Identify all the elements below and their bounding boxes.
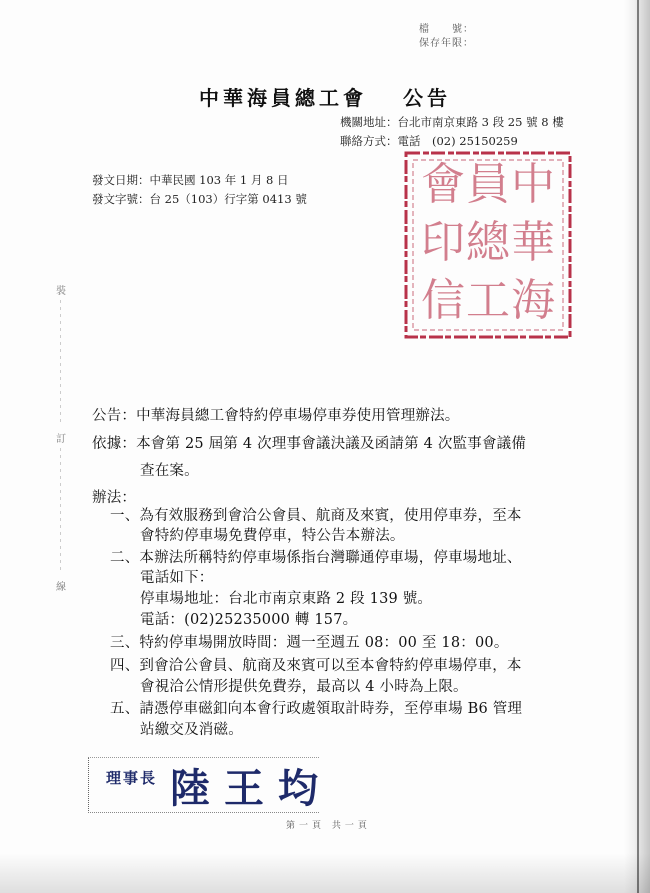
- page-number: 第一頁 共一頁: [286, 821, 371, 831]
- item-4-line-2: 會視洽公情形提供免費券，最高以 4 小時為上限。: [140, 679, 468, 695]
- seal-glyph: 海: [511, 275, 555, 326]
- item-2-line-3: 停車場地址：台北市南京東路 2 段 139 號。: [140, 591, 433, 607]
- binding-dash-1: [60, 300, 61, 422]
- item-2-line-1: 二、本辦法所稱特約停車場係指台灣聯通停車場，停車場地址、: [110, 550, 522, 566]
- seal-glyph: 員: [466, 159, 510, 210]
- item-1-line-2: 會特約停車場免費停車，特公告本辦法。: [140, 528, 405, 544]
- page-title: [0, 82, 650, 111]
- binding-dash-2: [60, 448, 61, 570]
- item-2-line-4: 電話：(02)25235000 轉 157。: [140, 612, 358, 628]
- org-address: 機關地址：台北市南京東路 3 段 25 號 8 樓: [340, 115, 564, 129]
- seal-glyph: 華: [511, 217, 555, 268]
- org-contact: 聯絡方式：電話 (02) 25150259: [340, 134, 518, 148]
- seal-glyph: 印: [421, 217, 465, 268]
- issue-date: 發文日期：中華民國 103 年 1 月 8 日: [92, 173, 289, 187]
- seal-glyph: 工: [466, 275, 510, 326]
- binding-mark-1: 裝: [56, 286, 66, 297]
- scan-bottom-shadow: [0, 853, 650, 893]
- item-5-line-2: 站繳交及消磁。: [140, 722, 243, 738]
- announce-line: 公告：中華海員總工會特約停車場停車券使用管理辦法。: [92, 408, 460, 424]
- scan-edge-line: [637, 0, 639, 893]
- retention-label: 保存年限：: [419, 38, 474, 49]
- item-3-line-1: 三、特約停車場開放時間：週一至週五 08：00 至 18：00。: [110, 635, 509, 651]
- method-label: 辦法：: [92, 490, 137, 506]
- binding-mark-3: 線: [56, 582, 66, 593]
- item-2-line-2: 電話如下：: [140, 570, 214, 586]
- item-1-line-1: 一、為有效服務到會洽公會員、航商及來賓，使用停車券，至本: [110, 508, 522, 524]
- issue-reference: 發文字號：台 25（103）行字第 0413 號: [92, 192, 307, 206]
- signature-role: 理事長: [106, 769, 158, 787]
- signature-name: 陸王均: [170, 766, 332, 812]
- file-number-label: 檔 號：: [419, 24, 474, 35]
- seal-glyph: 總: [466, 217, 510, 268]
- item-4-line-1: 四、到會洽公會員、航商及來賓可以至本會特約停車場停車，本: [110, 658, 522, 674]
- binding-mark-2: 訂: [56, 434, 66, 445]
- official-seal-icon: [398, 147, 578, 343]
- org-name: 中華海員總工會: [199, 86, 367, 110]
- seal-glyph: 中: [511, 159, 555, 210]
- basis-line-1: 依據：本會第 25 屆第 4 次理事會議決議及函請第 4 次監事會議備: [92, 436, 527, 452]
- basis-line-2: 查在案。: [140, 463, 199, 479]
- item-5-line-1: 五、請憑停車磁釦向本會行政處領取計時券，至停車場 B6 管理: [110, 701, 523, 717]
- seal-glyph: 信: [421, 275, 465, 326]
- seal-glyph: 會: [421, 159, 465, 210]
- notice-label: 公告: [403, 86, 451, 110]
